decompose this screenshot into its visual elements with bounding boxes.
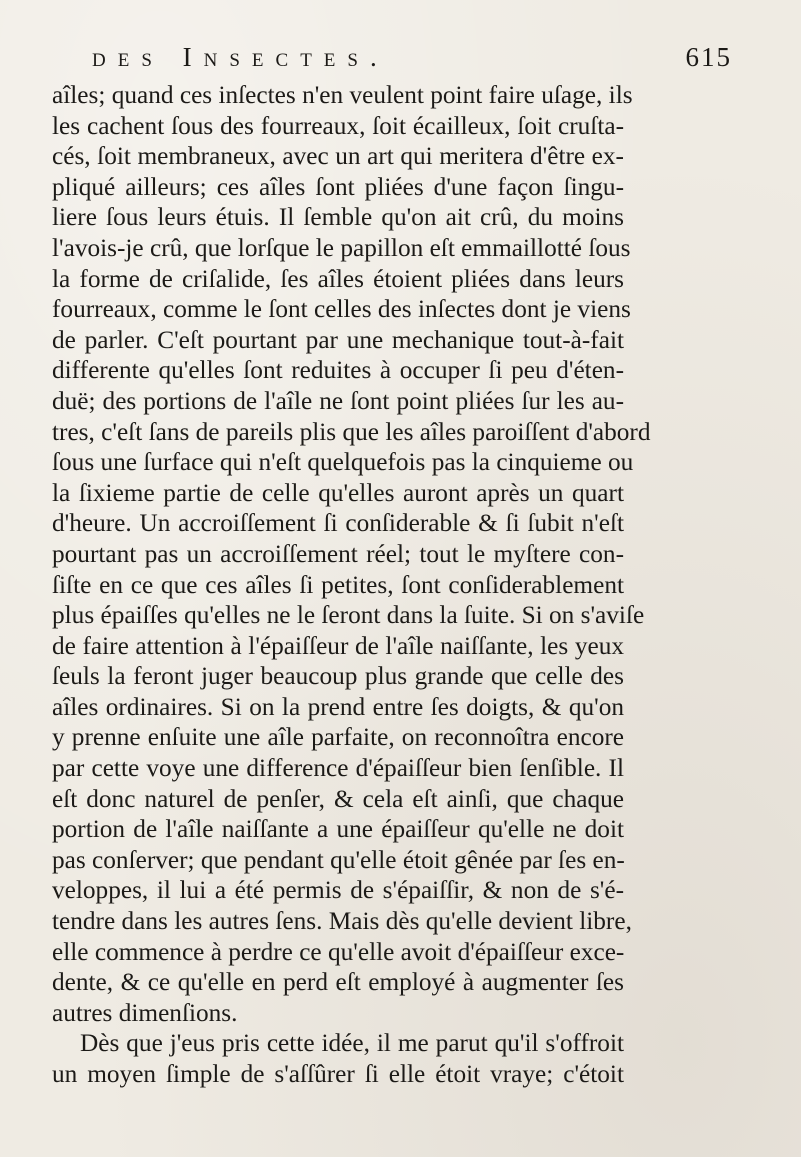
text-line: la ſixieme partie de celle qu'elles auront après un quart (52, 478, 624, 507)
text-line: elle commence à perdre ce qu'elle avoit d'épaiſſeur exce- (52, 937, 625, 966)
text-line: tendre dans les autres ſens. Mais dès qu'elle devient libre, (52, 907, 632, 936)
text-line: de faire attention à l'épaiſſeur de l'aîle naiſſante, les yeux (52, 631, 624, 660)
text-line: cés, ſoit membraneux, avec un art qui meritera d'être ex- (52, 142, 624, 171)
text-line: d'heure. Un accroiſſement ſi conſiderable & ſi ſubit n'eſt (52, 509, 624, 538)
text-line: ſeuls la feront juger beaucoup plus grande que celle des (52, 662, 624, 691)
text-line: de parler. C'eſt pourtant par une mechanique tout-à-fait (52, 325, 624, 354)
text-line: pas conſerver; que pendant qu'elle étoit gênée par ſes en- (52, 845, 625, 874)
text-line: liere ſous leurs étuis. Il ſemble qu'on ait crû, du moins (52, 203, 624, 232)
text-line: un moyen ſimple de s'aſſûrer ſi elle étoit vraye; c'étoit (52, 1060, 624, 1088)
page-header (92, 42, 732, 84)
text-line: fourreaux, comme le ſont celles des inſectes dont je viens (52, 295, 631, 324)
text-line: veloppes, il lui a été permis de s'épaiſſir, & non de s'é- (52, 876, 624, 905)
text-line: duë; des portions de l'aîle ne ſont point pliées ſur les au- (52, 386, 624, 415)
text-line: eſt donc naturel de penſer, & cela eſt ainſi, que chaque (52, 784, 624, 813)
text-line-paragraph-end: autres dimenſions. (52, 998, 238, 1027)
running-title: des Insectes. (92, 42, 389, 72)
text-line: ſous une ſurface qui n'eſt quelquefois pas la cinquieme ou (52, 448, 634, 477)
text-line: portion de l'aîle naiſſante a une épaiſſeur qu'elle ne doit (52, 815, 624, 844)
text-line: plus épaiſſes qu'elles ne le ſeront dans la ſuite. Si on s'aviſe (52, 601, 645, 630)
text-line: differente qu'elles ſont reduites à occuper ſi peu d'éten- (52, 356, 624, 385)
text-line: les cachent ſous des fourreaux, ſoit écailleux, ſoit cruſta- (52, 111, 624, 140)
text-line: par cette voye une difference d'épaiſſeur bien ſenſible. Il (52, 754, 624, 783)
text-line: ſiſte en ce que ces aîles ſi petites, ſont conſiderablement (52, 570, 624, 599)
text-line: pliqué ailleurs; ces aîles ſont pliées d'une façon ſingu- (52, 172, 624, 201)
text-line: la forme de criſalide, ſes aîles étoient pliées dans leurs (52, 264, 624, 293)
text-line-paragraph-start: Dès que j'eus pris cette idée, il me parut qu'il s'offroit (80, 1029, 624, 1058)
text-line: pourtant pas un accroiſſement réel; tout le myſtere con- (52, 539, 624, 568)
text-line: tres, c'eſt ſans de pareils plis que les aîles paroiſſent d'abord (52, 417, 651, 446)
text-line: l'avois-je crû, que lorſque le papillon eſt emmaillotté ſous (52, 233, 631, 262)
text-line: aîles ordinaires. Si on la prend entre ſes doigts, & qu'on (52, 692, 624, 721)
text-line: y prenne enſuite une aîle parfaite, on reconnoîtra encore (52, 723, 624, 752)
text-line: dente, & ce qu'elle en perd eſt employé à augmenter ſes (52, 968, 624, 997)
text-line: aîles; quand ces inſectes n'en veulent point faire uſage, ils (52, 81, 633, 109)
body-text (52, 80, 651, 1090)
page-number: 615 (685, 42, 732, 72)
